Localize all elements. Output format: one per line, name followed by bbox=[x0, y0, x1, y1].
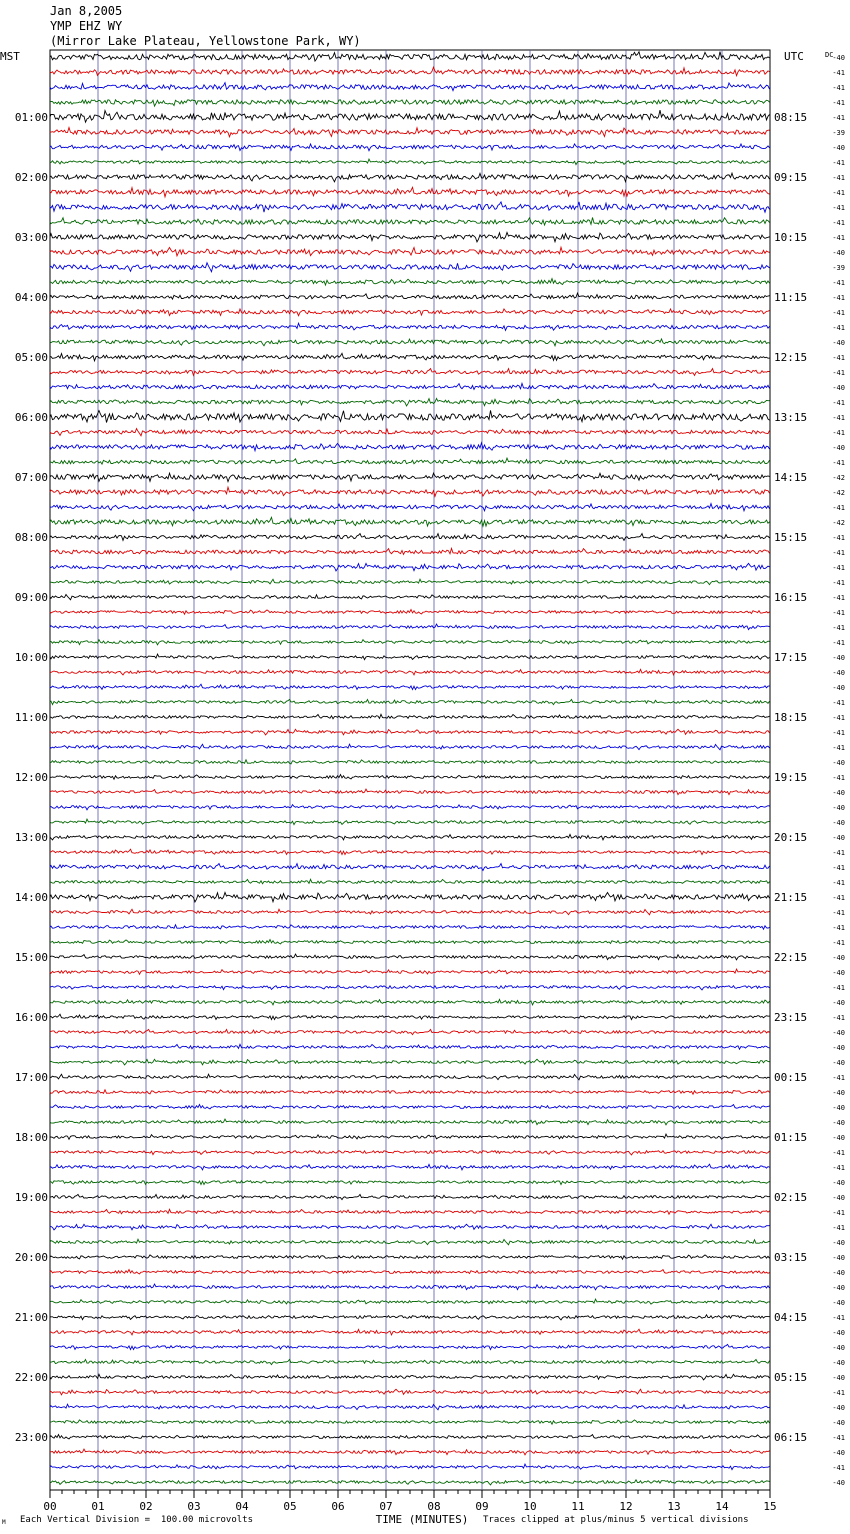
mst-hour-label: 12:00 bbox=[14, 771, 48, 784]
x-tick-label: 13 bbox=[667, 1500, 681, 1513]
dc-offset-label: -40 bbox=[832, 1374, 845, 1382]
seismic-trace bbox=[50, 684, 770, 689]
dc-offset-label: -42 bbox=[832, 519, 845, 527]
mst-hour-label: 17:00 bbox=[14, 1071, 48, 1084]
seismic-trace bbox=[50, 458, 770, 464]
utc-hour-label: 22:15 bbox=[774, 951, 808, 964]
seismic-trace bbox=[50, 1389, 770, 1395]
seismic-trace bbox=[50, 159, 770, 165]
dc-offset-label: -41 bbox=[832, 279, 845, 287]
dc-offset-label: -41 bbox=[832, 744, 845, 752]
dc-offset-label: -41 bbox=[832, 1149, 845, 1157]
seismic-trace bbox=[50, 323, 770, 330]
seismic-trace bbox=[50, 1420, 770, 1424]
dc-offset-label: -40 bbox=[832, 1419, 845, 1427]
seismic-trace bbox=[50, 1270, 770, 1274]
mst-hour-label: 06:00 bbox=[14, 411, 48, 424]
dc-offset-label: -40 bbox=[832, 819, 845, 827]
x-tick-label: 08 bbox=[427, 1500, 441, 1513]
seismic-trace bbox=[50, 1329, 770, 1335]
seismic-trace bbox=[50, 1374, 770, 1380]
dc-offset-label: -41 bbox=[832, 639, 845, 647]
seismic-trace bbox=[50, 52, 770, 62]
seismic-trace bbox=[50, 473, 770, 482]
dc-offset-label: -41 bbox=[832, 864, 845, 872]
seismic-trace bbox=[50, 517, 770, 526]
dc-offset-label: -40 bbox=[832, 339, 845, 347]
utc-hour-label: 10:15 bbox=[774, 231, 808, 244]
seismic-trace bbox=[50, 293, 770, 299]
x-tick-label: 09 bbox=[475, 1500, 489, 1513]
dc-offset-label: -41 bbox=[832, 369, 845, 377]
seismic-trace bbox=[50, 595, 770, 600]
seismic-trace bbox=[50, 232, 770, 242]
dc-offset-label: -41 bbox=[832, 1389, 845, 1397]
dc-offset-label: -40 bbox=[832, 1089, 845, 1097]
seismic-trace bbox=[50, 834, 770, 840]
utc-hour-label: 04:15 bbox=[774, 1311, 808, 1324]
seismic-trace bbox=[50, 669, 770, 675]
utc-hour-label: 05:15 bbox=[774, 1371, 808, 1384]
seismic-trace bbox=[50, 1449, 770, 1455]
x-tick-label: 11 bbox=[571, 1500, 585, 1513]
dc-offset-label: -40 bbox=[832, 1134, 845, 1142]
seismic-trace bbox=[50, 849, 770, 854]
seismic-trace bbox=[50, 986, 770, 990]
seismic-trace bbox=[50, 548, 770, 554]
seismic-trace bbox=[50, 819, 770, 825]
x-tick-label: 14 bbox=[715, 1500, 729, 1513]
seismic-trace bbox=[50, 1224, 770, 1230]
mst-hour-label: 15:00 bbox=[14, 951, 48, 964]
seismic-trace bbox=[50, 699, 770, 704]
utc-hour-label: 01:15 bbox=[774, 1131, 808, 1144]
dc-offset-label: -41 bbox=[832, 594, 845, 602]
seismic-trace bbox=[50, 1105, 770, 1109]
dc-offset-label: -41 bbox=[832, 1224, 845, 1232]
seismic-trace bbox=[50, 775, 770, 780]
mst-hour-label: 09:00 bbox=[14, 591, 48, 604]
dc-offset-label: -40 bbox=[832, 1344, 845, 1352]
seismic-trace bbox=[50, 218, 770, 226]
mst-hour-label: 04:00 bbox=[14, 291, 48, 304]
x-tick-label: 12 bbox=[619, 1500, 633, 1513]
mst-hour-label: 19:00 bbox=[14, 1191, 48, 1204]
utc-hour-label: 12:15 bbox=[774, 351, 808, 364]
dc-offset-label: -40 bbox=[832, 1299, 845, 1307]
seismic-trace bbox=[50, 1029, 770, 1034]
x-axis-title: TIME (MINUTES) bbox=[375, 1513, 469, 1526]
seismic-trace bbox=[50, 1209, 770, 1214]
utc-hour-label: 18:15 bbox=[774, 711, 808, 724]
dc-offset-label: -40 bbox=[832, 1329, 845, 1337]
seismic-trace bbox=[50, 1194, 770, 1199]
utc-hour-label: 20:15 bbox=[774, 831, 808, 844]
dc-offset-label: -41 bbox=[832, 534, 845, 542]
mst-hour-label: 13:00 bbox=[14, 831, 48, 844]
dc-offset-label: -41 bbox=[832, 1434, 845, 1442]
seismic-trace bbox=[50, 247, 770, 256]
dc-offset-label: -41 bbox=[832, 1314, 845, 1322]
seismic-trace bbox=[50, 954, 770, 960]
seismic-trace bbox=[50, 760, 770, 764]
seismic-trace bbox=[50, 369, 770, 376]
seismic-trace bbox=[50, 443, 770, 451]
seismic-trace bbox=[50, 67, 770, 76]
dc-offset-label: -39 bbox=[832, 264, 845, 272]
utc-hour-label: 11:15 bbox=[774, 291, 808, 304]
x-tick-label: 07 bbox=[379, 1500, 393, 1513]
seismic-trace bbox=[50, 487, 770, 496]
dc-offset-label: -40 bbox=[832, 1119, 845, 1127]
mst-hour-label: 22:00 bbox=[14, 1371, 48, 1384]
seismic-trace bbox=[50, 1480, 770, 1485]
dc-offset-label: -40 bbox=[832, 1269, 845, 1277]
seismic-trace bbox=[50, 1344, 770, 1349]
dc-offset-label: -41 bbox=[832, 939, 845, 947]
dc-offset-label: -42 bbox=[832, 474, 845, 482]
seismic-trace bbox=[50, 353, 770, 361]
utc-hour-label: 17:15 bbox=[774, 651, 808, 664]
dc-offset-label: -41 bbox=[832, 624, 845, 632]
seismic-trace bbox=[50, 744, 770, 750]
dc-offset-label: -40 bbox=[832, 1194, 845, 1202]
mst-hour-label: 08:00 bbox=[14, 531, 48, 544]
scale-note: Each Vertical Division = 100.00 microvolts bbox=[20, 1515, 253, 1525]
dc-offset-label: -41 bbox=[832, 924, 845, 932]
utc-hour-label: 19:15 bbox=[774, 771, 808, 784]
dc-offset-label: -41 bbox=[832, 189, 845, 197]
utc-hour-label: 13:15 bbox=[774, 411, 808, 424]
seismic-trace bbox=[50, 1299, 770, 1304]
dc-offset-label: -39 bbox=[832, 129, 845, 137]
mst-hour-label: 11:00 bbox=[14, 711, 48, 724]
seismic-trace bbox=[50, 624, 770, 630]
seismic-trace bbox=[50, 1435, 770, 1439]
seismic-trace bbox=[50, 187, 770, 197]
dc-offset-label: -41 bbox=[832, 84, 845, 92]
dc-offset-label: -41 bbox=[832, 1464, 845, 1472]
dc-offset-label: -40 bbox=[832, 144, 845, 152]
dc-offset-label: -40 bbox=[832, 954, 845, 962]
x-tick-label: 01 bbox=[91, 1500, 105, 1513]
mst-hour-label: 16:00 bbox=[14, 1011, 48, 1024]
seismic-trace bbox=[50, 83, 770, 91]
clip-note: Traces clipped at plus/minus 5 vertical divisions bbox=[483, 1515, 749, 1525]
dc-offset-label: -41 bbox=[832, 174, 845, 182]
dc-offset-label: -41 bbox=[832, 564, 845, 572]
seismic-trace bbox=[50, 969, 770, 974]
record-date: Jan 8,2005 bbox=[50, 4, 123, 18]
seismic-trace bbox=[50, 1360, 770, 1365]
seismic-trace bbox=[50, 263, 770, 272]
utc-hour-label: 08:15 bbox=[774, 111, 808, 124]
dc-offset-label: -41 bbox=[832, 429, 845, 437]
dc-offset-label: -40 bbox=[832, 1104, 845, 1112]
seismic-trace bbox=[50, 1014, 770, 1019]
dc-offset-label: -41 bbox=[832, 1209, 845, 1217]
seismic-trace bbox=[50, 202, 770, 212]
dc-offset-label: -40 bbox=[832, 1044, 845, 1052]
x-tick-label: 03 bbox=[187, 1500, 201, 1513]
seismic-trace bbox=[50, 309, 770, 316]
utc-hour-label: 06:15 bbox=[774, 1431, 808, 1444]
dc-offset-label: -41 bbox=[832, 459, 845, 467]
utc-hour-label: 23:15 bbox=[774, 1011, 808, 1024]
seismic-trace bbox=[50, 1255, 770, 1259]
mst-hour-label: 10:00 bbox=[14, 651, 48, 664]
seismic-trace bbox=[50, 504, 770, 511]
dc-offset-label: -40 bbox=[832, 1254, 845, 1262]
mst-hour-label: 01:00 bbox=[14, 111, 48, 124]
seismic-trace bbox=[50, 1074, 770, 1080]
mst-hour-label: 21:00 bbox=[14, 1311, 48, 1324]
seismic-trace bbox=[50, 925, 770, 929]
dc-offset-label: -41 bbox=[832, 894, 845, 902]
seismic-trace bbox=[50, 999, 770, 1005]
dc-offset-label: -40 bbox=[832, 1359, 845, 1367]
dc-offset-label: -41 bbox=[832, 984, 845, 992]
dc-offset-label: -40 bbox=[832, 1449, 845, 1457]
seismic-trace bbox=[50, 383, 770, 389]
seismic-trace bbox=[50, 1090, 770, 1094]
dc-offset-label: -41 bbox=[832, 309, 845, 317]
utc-hour-label: 15:15 bbox=[774, 531, 808, 544]
seismic-trace bbox=[50, 1284, 770, 1290]
seismic-trace bbox=[50, 610, 770, 615]
dc-offset-label: -40 bbox=[832, 1404, 845, 1412]
dc-offset-label: -40 bbox=[832, 1479, 845, 1487]
station-location: (Mirror Lake Plateau, Yellowstone Park, WY) bbox=[50, 34, 361, 48]
seismic-trace bbox=[50, 279, 770, 285]
dc-offset-label: -42 bbox=[832, 489, 845, 497]
dc-offset-label: -40 bbox=[832, 834, 845, 842]
seismic-trace bbox=[50, 100, 770, 106]
dc-offset-label: -40 bbox=[832, 384, 845, 392]
seismic-trace bbox=[50, 144, 770, 151]
x-tick-label: 04 bbox=[235, 1500, 249, 1513]
seismic-trace bbox=[50, 128, 770, 137]
seismic-trace bbox=[50, 410, 770, 422]
seismic-trace bbox=[50, 879, 770, 884]
seismic-trace bbox=[50, 1239, 770, 1245]
dc-offset-label: -41 bbox=[832, 114, 845, 122]
dc-offset-label: -41 bbox=[832, 294, 845, 302]
dc-offset-label: -41 bbox=[832, 1014, 845, 1022]
seismic-trace bbox=[50, 1464, 770, 1470]
dc-offset-label: -40 bbox=[832, 444, 845, 452]
dc-offset-label: -40 bbox=[832, 1179, 845, 1187]
dc-offset-label: -41 bbox=[832, 579, 845, 587]
x-tick-label: 00 bbox=[43, 1500, 57, 1513]
dc-offset-label: -41 bbox=[832, 774, 845, 782]
seismic-trace bbox=[50, 429, 770, 436]
dc-offset-label: -40 bbox=[832, 969, 845, 977]
utc-hour-label: 16:15 bbox=[774, 591, 808, 604]
mst-hour-label: 23:00 bbox=[14, 1431, 48, 1444]
seismic-trace bbox=[50, 534, 770, 541]
dc-offset-label: -41 bbox=[832, 909, 845, 917]
dc-offset-label: -40 bbox=[832, 1029, 845, 1037]
seismic-trace bbox=[50, 640, 770, 645]
dc-offset-label: -41 bbox=[832, 549, 845, 557]
x-tick-label: 02 bbox=[139, 1500, 153, 1513]
x-tick-label: 10 bbox=[523, 1500, 537, 1513]
seismic-trace bbox=[50, 864, 770, 871]
seismic-trace bbox=[50, 1134, 770, 1139]
footer-mark: M bbox=[2, 1519, 6, 1526]
dc-offset-label: -41 bbox=[832, 414, 845, 422]
dc-offset-label: -40 bbox=[832, 249, 845, 257]
mst-hour-label: 14:00 bbox=[14, 891, 48, 904]
dc-label: DC bbox=[825, 51, 834, 59]
mst-hour-label: 18:00 bbox=[14, 1131, 48, 1144]
seismic-trace bbox=[50, 1044, 770, 1049]
dc-offset-label: -40 bbox=[832, 759, 845, 767]
seismic-trace bbox=[50, 398, 770, 406]
utc-hour-label: 21:15 bbox=[774, 891, 808, 904]
seismic-trace bbox=[50, 729, 770, 735]
dc-offset-label: -40 bbox=[832, 1284, 845, 1292]
dc-offset-label: -41 bbox=[832, 609, 845, 617]
dc-offset-label: -41 bbox=[832, 69, 845, 77]
seismic-trace bbox=[50, 714, 770, 719]
utc-hour-label: 09:15 bbox=[774, 171, 808, 184]
seismic-trace bbox=[50, 173, 770, 182]
x-tick-label: 05 bbox=[283, 1500, 297, 1513]
mst-label: MST bbox=[0, 50, 20, 63]
dc-offset-label: -40 bbox=[832, 1059, 845, 1067]
seismic-trace bbox=[50, 339, 770, 346]
dc-offset-label: -40 bbox=[832, 999, 845, 1007]
mst-hour-label: 03:00 bbox=[14, 231, 48, 244]
dc-offset-label: -40 bbox=[832, 669, 845, 677]
seismic-trace bbox=[50, 940, 770, 944]
seismic-trace bbox=[50, 579, 770, 584]
seismic-trace bbox=[50, 789, 770, 795]
seismic-trace bbox=[50, 805, 770, 810]
dc-offset-label: -40 bbox=[832, 789, 845, 797]
station-code: YMP EHZ WY bbox=[50, 19, 123, 33]
dc-offset-label: -41 bbox=[832, 849, 845, 857]
dc-offset-label: -41 bbox=[832, 399, 845, 407]
dc-offset-label: -41 bbox=[832, 714, 845, 722]
seismic-trace bbox=[50, 892, 770, 902]
seismic-trace bbox=[50, 1164, 770, 1170]
dc-offset-label: -41 bbox=[832, 504, 845, 512]
dc-offset-label: -41 bbox=[832, 219, 845, 227]
dc-offset-label: -41 bbox=[832, 204, 845, 212]
utc-label: UTC bbox=[784, 50, 804, 63]
dc-offset-label: -40 bbox=[832, 654, 845, 662]
utc-hour-label: 00:15 bbox=[774, 1071, 808, 1084]
mst-hour-label: 07:00 bbox=[14, 471, 48, 484]
seismic-trace bbox=[50, 110, 770, 122]
seismic-trace bbox=[50, 1404, 770, 1410]
mst-hour-label: 05:00 bbox=[14, 351, 48, 364]
dc-offset-label: -40 bbox=[832, 54, 845, 62]
utc-hour-label: 03:15 bbox=[774, 1251, 808, 1264]
dc-offset-label: -41 bbox=[832, 324, 845, 332]
dc-offset-label: -41 bbox=[832, 729, 845, 737]
dc-offset-label: -40 bbox=[832, 684, 845, 692]
mst-hour-label: 20:00 bbox=[14, 1251, 48, 1264]
dc-offset-label: -41 bbox=[832, 354, 845, 362]
seismic-trace bbox=[50, 563, 770, 571]
x-tick-label: 06 bbox=[331, 1500, 345, 1513]
utc-hour-label: 14:15 bbox=[774, 471, 808, 484]
dc-offset-label: -41 bbox=[832, 99, 845, 107]
mst-hour-label: 02:00 bbox=[14, 171, 48, 184]
dc-offset-label: -40 bbox=[832, 1239, 845, 1247]
seismic-trace bbox=[50, 909, 770, 915]
seismic-trace bbox=[50, 654, 770, 660]
utc-hour-label: 02:15 bbox=[774, 1191, 808, 1204]
seismic-trace bbox=[50, 1180, 770, 1184]
dc-offset-label: -41 bbox=[832, 234, 845, 242]
seismic-trace bbox=[50, 1119, 770, 1125]
x-tick-label: 15 bbox=[763, 1500, 777, 1513]
seismic-trace bbox=[50, 1151, 770, 1155]
dc-offset-label: -41 bbox=[832, 699, 845, 707]
dc-offset-label: -41 bbox=[832, 159, 845, 167]
dc-offset-label: -41 bbox=[832, 1164, 845, 1172]
dc-offset-label: -40 bbox=[832, 804, 845, 812]
dc-offset-label: -41 bbox=[832, 1074, 845, 1082]
dc-offset-label: -41 bbox=[832, 879, 845, 887]
seismic-trace bbox=[50, 1059, 770, 1065]
seismic-trace bbox=[50, 1315, 770, 1320]
